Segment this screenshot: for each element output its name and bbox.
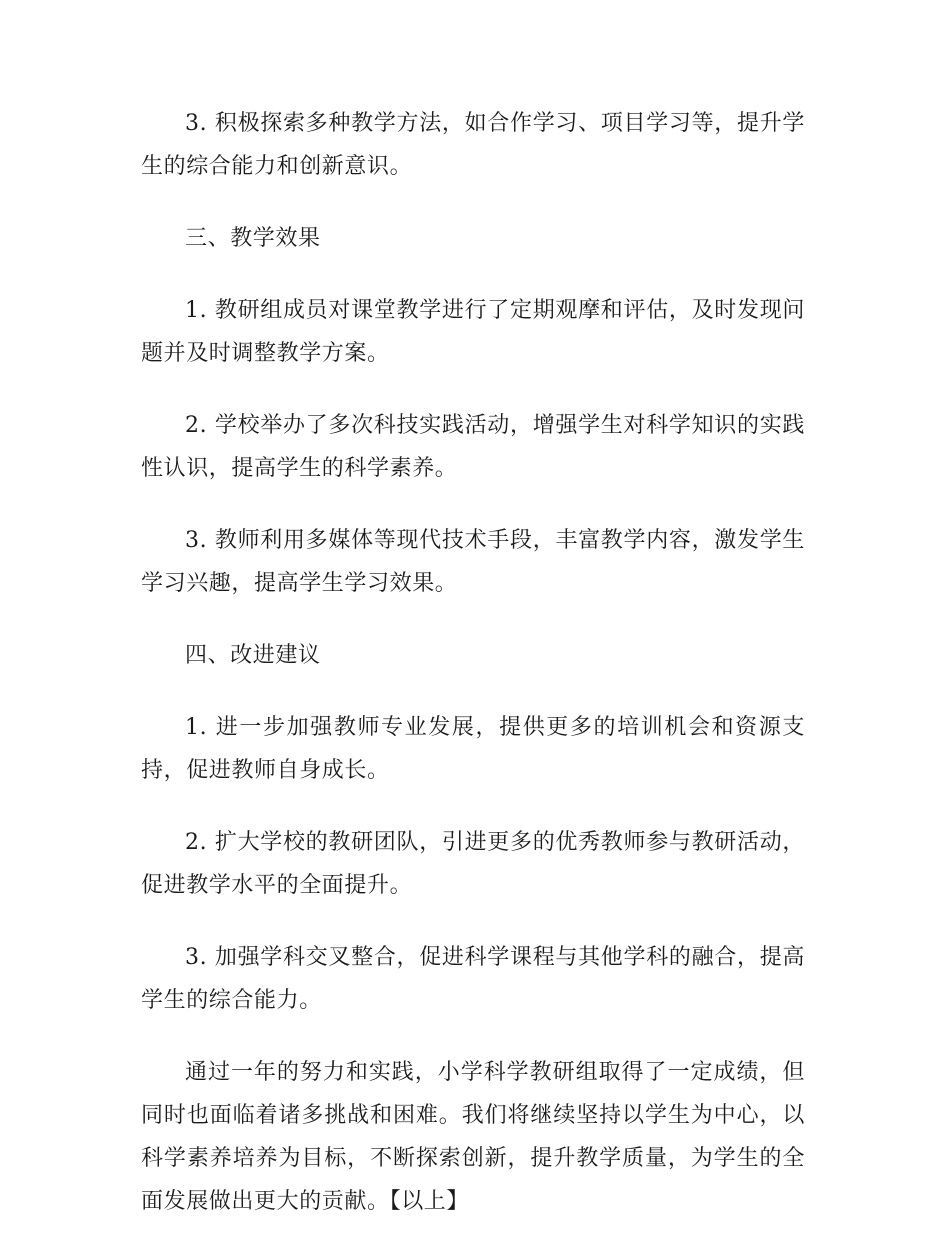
document-body bbox=[141, 102, 805, 1252]
paragraph-tech-practice: 2. 学校举办了多次科技实践活动，增强学生对科学知识的实践性认识，提高学生的科学素养。 bbox=[141, 413, 805, 481]
section-heading-improvements: 四、改进建议 bbox=[185, 643, 321, 668]
paragraph-conclusion: 通过一年的努力和实践，小学科学教研组取得了一定成绩，但同时也面临着诸多挑战和困难。我们将继续坚持以学生为中心，以科学素养培养为目标，不断探索创新，提升教学质量，为学生的全面发展做出更大的贡献。【以上】 bbox=[141, 1060, 805, 1214]
paragraph-cross-discipline: 3. 加强学科交叉整合，促进科学课程与其他学科的融合，提高学生的综合能力。 bbox=[141, 945, 805, 1013]
paragraph-teaching-methods: 3. 积极探索多种教学方法，如合作学习、项目学习等，提升学生的综合能力和创新意识。 bbox=[141, 111, 805, 179]
paragraph-classroom-observation: 1. 教研组成员对课堂教学进行了定期观摩和评估，及时发现问题并及时调整教学方案。 bbox=[141, 298, 805, 366]
paragraph-multimedia: 3. 教师利用多媒体等现代技术手段，丰富教学内容，激发学生学习兴趣，提高学生学习效果。 bbox=[141, 528, 805, 596]
paragraph-teacher-development: 1. 进一步加强教师专业发展，提供更多的培训机会和资源支持，促进教师自身成长。 bbox=[141, 715, 805, 783]
section-heading-teaching-results: 三、教学效果 bbox=[185, 226, 321, 251]
paragraph-expand-team: 2. 扩大学校的教研团队，引进更多的优秀教师参与教研活动，促进教学水平的全面提升。 bbox=[141, 830, 805, 898]
